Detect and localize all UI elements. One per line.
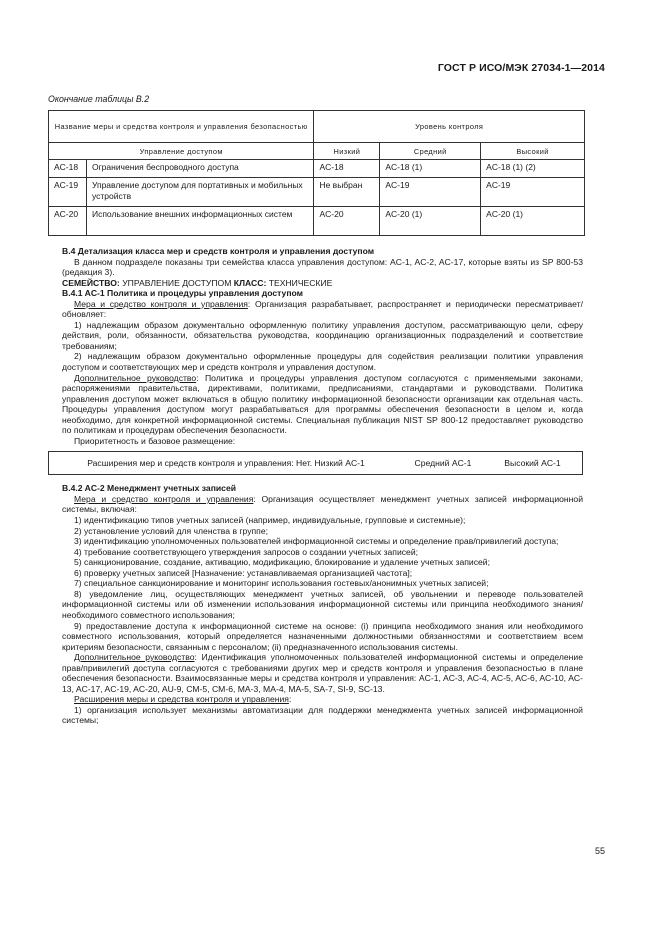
b41-measure-paragraph [62, 299, 583, 320]
row-name: Использование внешних информационных систем [86, 207, 314, 236]
list-item: 8) уведомление лиц, осуществляющих менеджмент учетных записей, об увольнении и переводе пользователей информационной системы или об изменении использования информационной системы или принципа необходимого знания/необходимого совместного использования; [62, 588, 583, 620]
document-id-header: ГОСТ Р ИСО/МЭК 27034-1—2014 [437, 62, 605, 74]
col-control-level-header: Уровень контроля [314, 111, 585, 143]
row-id: AC-20 [49, 207, 87, 236]
row-mid: AC-20 (1) [380, 207, 481, 236]
list-item: 1) идентификацию типов учетных записей (например, индивидуальные, групповые и системные); [74, 515, 466, 526]
row-high: AC-18 (1) (2) [481, 160, 585, 178]
b42-measure-text: : Организация осуществляет менеджмент учетных записей информационной системы, включая: [62, 493, 583, 515]
b42-guidance-label: Дополнительное руководство [74, 652, 195, 663]
list-item: 9) предоставление доступа к информационной системе на основе: (i) принципа необходимого знания или необходимого совместного использования, который определяется назначенными должностными обязанностями и соответствием всем критериям безопасности, связанным с персоналом; (ii) предназначенного использования системы. [62, 620, 583, 652]
priority-label: Приоритетность и базовое размещение: [74, 435, 236, 446]
b42-ext-label: Расширения меры и средства контроля и управления [74, 694, 289, 705]
table-row [49, 207, 585, 236]
level-low-header: Низкий [314, 143, 380, 160]
baseline-placement-box [48, 451, 583, 475]
level-high-header: Высокий [481, 143, 585, 160]
section-b41-heading: B.4.1 AC-1 Политика и процедуры управления доступом [62, 288, 304, 299]
b42-measure-label: Мера и средство контроля и управления [74, 493, 254, 504]
row-mid: AC-19 [380, 178, 481, 207]
row-mid: AC-18 (1) [380, 160, 481, 178]
section-b4-intro: В данном подразделе показаны три семейства класса управления доступом: AC-1, AC-2, AC-17, которые взяты из SP 800-53 (редакция 3). [62, 256, 583, 278]
b42-extensions-paragraph [62, 694, 583, 705]
control-levels-table [48, 110, 585, 236]
class-value: ТЕХНИЧЕСКИЕ [268, 277, 333, 288]
b42-ext-colon: : [288, 694, 292, 705]
table-row [49, 178, 585, 207]
list-item: 5) санкционирование, создание, активацию, модификацию, блокирование и удаление учетных записей; [74, 557, 490, 568]
section-b4-heading: B.4 Детализация класса мер и средств контроля и управления доступом [62, 246, 375, 256]
row-low: Не выбран [314, 178, 380, 207]
b41-guidance-text: : Политика и процедуры управления доступом согласуются с применяемыми законами, распоряжениями правительства, директивами, политиками, предписаниями, стандартами и руководствами. Политика управления доступом может включаться в общую политику информационной безопасности организации как отдельная часть. Процедуры управления доступом могут разрабатываться для программы обеспечения безопасности в целом и, когда необходимо, для конкретной информационной системы. Специальная публикация NIST SP 800-12 предоставляет руководство по политикам и процедурам обеспечения безопасности. [62, 372, 583, 436]
list-item: 6) проверку учетных записей [Назначение: устанавливаемая организацией частота]; [74, 567, 413, 578]
family-label: СЕМЕЙСТВО: [62, 277, 120, 288]
b42-guidance-paragraph [62, 652, 583, 694]
row-high: AC-20 (1) [481, 207, 585, 236]
b42-measure-paragraph [62, 494, 583, 515]
document-body [62, 246, 583, 726]
placement-mid: Средний AC-1 [414, 458, 472, 469]
b41-measure-label: Мера и средство контроля и управления [74, 298, 248, 309]
b41-guidance-paragraph [62, 373, 583, 436]
list-item: 2) надлежащим образом документально оформленные процедуры для содействия реализации политики управления доступом и соответствующих мер и средств контроля и управления доступом. [62, 351, 583, 373]
row-low: AC-18 [314, 160, 380, 178]
row-low: AC-20 [314, 207, 380, 236]
list-item: 7) специальное санкционирование и мониторинг использования гостевых/анонимных учетных записей; [74, 578, 489, 589]
class-label: КЛАСС: [233, 277, 267, 288]
list-item: 2) установление условий для членства в группе; [74, 525, 268, 536]
list-item: 3) идентификацию уполномоченных пользователей информационной системы и определение прав/привилегий доступа; [74, 536, 559, 547]
b42-guidance-text: : Идентификация уполномоченных пользователей информационной системы и определение прав/привилегий доступа согласуются с требованиями других мер и средств контроля и управления безопасностью в плане обеспечения безопасности. Взаимосвязанные меры и средства контроля и управления: AC-1, AC-3, AC-4, AC-5, AC-6, AC-10, AC-13, AC-17, AC-19, AC-20, AU-9, CM-5, CM-6, MA-3, MA-4, MA-5, SA-7, SI-9, SC-13. [62, 652, 583, 694]
placement-high: Высокий AC-1 [504, 458, 561, 469]
b41-guidance-label: Дополнительное руководство [74, 372, 197, 383]
list-item: 1) надлежащим образом документально оформленную политику управления доступом, рассматривающую цели, сферу действия, роли, обязанности, обязательства руководства, координацию организационных подразделений и соответствие требованиям; [62, 319, 583, 351]
section-b42-heading: B.4.2 AC-2 Менеджмент учетных записей [62, 483, 237, 494]
family-class-line [62, 278, 583, 289]
b41-measure-text: : Организация разрабатывает, распространяет и периодически пересматривает/обновляет: [62, 298, 583, 320]
table-row [49, 160, 585, 178]
row-high: AC-19 [481, 178, 585, 207]
row-id: AC-19 [49, 178, 87, 207]
placement-ext: Расширения мер и средств контроля и управления: Нет. Низкий AC-1 [87, 458, 365, 469]
row-name: Ограничения беспроводного доступа [86, 160, 314, 178]
list-item: 1) организация использует механизмы автоматизации для поддержки менеджмента учетных записей информационной системы; [62, 704, 583, 726]
level-mid-header: Средний [380, 143, 481, 160]
col-control-name-header: Название меры и средства контроля и управления безопасностью [49, 111, 314, 143]
page-number: 55 [594, 846, 605, 856]
family-value: УПРАВЛЕНИЕ ДОСТУПОМ [122, 277, 232, 288]
table-caption: Окончание таблицы B.2 [48, 94, 150, 104]
row-id: AC-18 [49, 160, 87, 178]
row-name: Управление доступом для портативных и мобильных устройств [86, 178, 314, 207]
list-item: 4) требование соответствующего утверждения запросов о создании учетных записей; [74, 546, 419, 557]
group-label-access-control: Управление доступом [49, 143, 314, 160]
